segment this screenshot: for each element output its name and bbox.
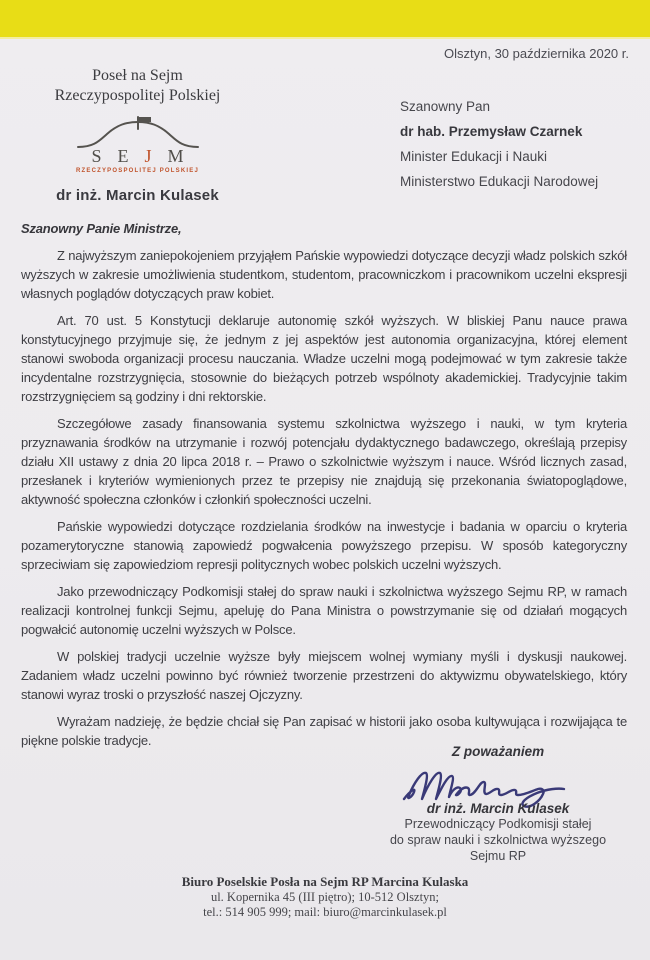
recipient-title: Minister Edukacji i Nauki <box>400 149 548 164</box>
letter-salutation: Szanowny Panie Ministrze, <box>21 221 182 236</box>
footer-office-name: Biuro Poselskie Posła na Sejm RP Marcina Kulaska <box>181 874 469 889</box>
signer-name: dr inż. Marcin Kulasek <box>426 801 570 816</box>
footer-contact: tel.: 514 905 999; mail: biuro@marcinkulasek.pl <box>203 905 447 919</box>
letterhead-deputy-name: dr inż. Marcin Kulasek <box>56 187 219 204</box>
sejm-dome-icon <box>68 112 208 150</box>
footer-address: ul. Kopernika 45 (III piętro); 10-512 Olsztyn; <box>210 889 440 904</box>
logo-letter-m: M <box>167 146 184 166</box>
letter-paragraph: Pańskie wypowiedzi dotyczące rozdzielania środków na inwestycje i badania w oparciu o kryteria pozamerytoryczne stanowią zapowiedź pogwałcenia powyższego przepisu. W sposób kategoryczny sprzeciwiam się zapowiedziom represji politycznych wobec polskich uczelni wyższych. <box>21 519 627 572</box>
letter-paragraph: Wyrażam nadzieję, że będzie chciał się Pan zapisać w historii jako osoba kultywująca i rozwijająca te piękne polskie tradycje. <box>21 714 627 748</box>
recipient-salutation: Szanowny Pan <box>400 99 491 114</box>
letter-paragraph: W polskiej tradycji uczelnie wyższe były miejscem wolnej wymiany myśli i dyskusji naukowej. Zadaniem władz uczelni powinno być również tworzenie przestrzeni do aktywizmu obywatelskiego, który stanowi wyraz troski o przyszłość naszej Ojczyzny. <box>21 649 627 702</box>
logo-letter-s: S <box>91 146 102 166</box>
sejm-logo-subtext: RZECZYPOSPOLITEJ POLSKIEJ <box>75 168 200 174</box>
recipient-block <box>400 98 598 198</box>
logo-letter-e: E <box>117 146 129 166</box>
letter-date: Olsztyn, 30 października 2020 r. <box>444 46 629 61</box>
logo-letter-j: J <box>144 146 152 166</box>
letterhead-line2: Rzeczypospolitej Polskiej <box>54 87 221 104</box>
signature-block <box>372 744 624 864</box>
sejm-logo-letters <box>30 146 245 167</box>
letter-body <box>21 219 627 758</box>
signer-title-line2: do spraw nauki i szkolnictwa wyższego Sejmu RP <box>389 833 607 863</box>
closing-phrase: Z poważaniem <box>451 744 545 759</box>
letterhead <box>30 66 245 204</box>
recipient-institution: Ministerstwo Edukacji Narodowej <box>400 174 599 189</box>
yellow-accent-bar <box>0 0 650 39</box>
signer-title-line1: Przewodniczący Podkomisji stałej <box>404 817 592 831</box>
letter-paragraph: Z najwyższym zaniepokojeniem przyjąłem Pańskie wypowiedzi dotyczące decyzji władz polskich szkół wyższych w zakresie umożliwienia studentkom, studentom, pracowniczkom i pracownikom uczelni ekspresji własnych poglądów dotyczących praw kobiet. <box>21 248 627 301</box>
office-footer <box>0 874 650 921</box>
letter-paragraph: Art. 70 ust. 5 Konstytucji deklaruje autonomię szkół wyższych. W bliskiej Panu nauce prawa konstytucyjnego przyjmuje się, że jednym z jej aspektów jest autonomia organizacyjna, której element stanowi swoboda organizacji procesu nauczania. Władze uczelni mogą podejmować w tym zakresie także incydentalne rozstrzygnięcia, stosownie do bieżących potrzeb wspólnoty akademickiej. Tradycyjnie takim rozstrzygnięciem są godziny i dni rektorskie. <box>21 313 627 404</box>
letter-paragraph: Szczegółowe zasady finansowania systemu szkolnictwa wyższego i nauki, w tym kryteria przyznawania środków na utrzymanie i rozwój potencjału dydaktycznego badawczego, określają przepisy działu XII ustawy z dnia 20 lipca 2018 r. – Prawo o szkolnictwie wyższym i nauce. Wśród licznych zasad, przesłanek i kryteriów wymienionych przez te przepisy nie znajdują się przekonania światopoglądowe, aktywność społeczna członków i członkiń społeczności uczelni. <box>21 416 627 507</box>
sejm-logo <box>30 112 245 174</box>
letter-paragraph: Jako przewodniczący Podkomisji stałej do spraw nauki i szkolnictwa wyższego Sejmu RP, w ramach realizacji kontrolnej funkcji Sejmu, apeluję do Pana Ministra o powstrzymanie się od działań mogących pogwałcić autonomię uczelni wyższych w Polsce. <box>21 584 627 637</box>
recipient-name: dr hab. Przemysław Czarnek <box>400 124 583 139</box>
letterhead-line1: Poseł na Sejm <box>92 67 183 84</box>
